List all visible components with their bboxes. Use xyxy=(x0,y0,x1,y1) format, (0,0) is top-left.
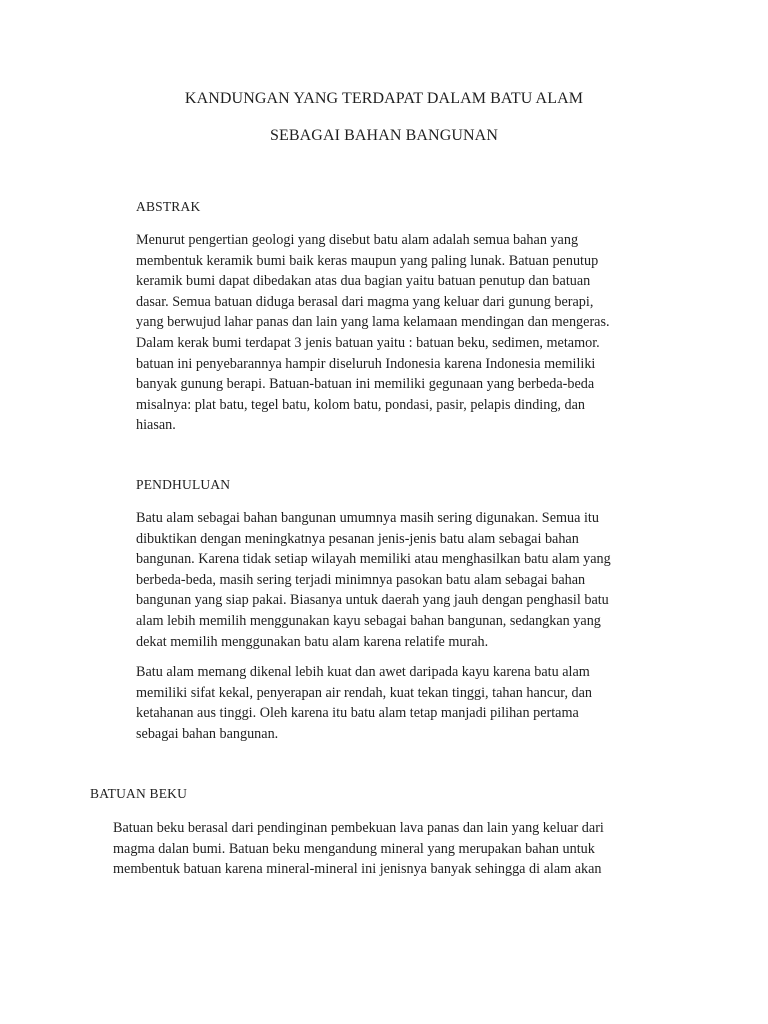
batuan-beku-paragraph xyxy=(113,818,683,880)
text-line: dibuktikan dengan meningkatnya pesanan jenis-jenis batu alam sebagai bahan xyxy=(136,530,579,547)
document-title-line-2: SEBAGAI BAHAN BANGUNAN xyxy=(270,127,498,144)
text-line: batuan ini penyebarannya hampir diseluruh Indonesia karena Indonesia memiliki xyxy=(136,355,596,372)
section-heading-pendahuluan: PENDHULUAN xyxy=(136,477,231,492)
text-line: Menurut pengertian geologi yang disebut batu alam adalah semua bahan yang xyxy=(136,232,579,248)
pendahuluan-paragraph-1 xyxy=(136,508,676,652)
text-line: memiliki sifat kekal, penyerapan air rendah, kuat tekan tinggi, tahan hancur, dan xyxy=(136,684,593,701)
text-line: bangunan. Karena tidak setiap wilayah memiliki atau menghasilkan batu alam yang xyxy=(136,551,611,568)
abstrak-paragraph xyxy=(136,230,676,436)
text-line: magma dalan bumi. Batuan beku mengandung mineral yang merupakan bahan untuk xyxy=(113,840,595,857)
text-line: alam lebih memilih menggunakan kayu sebagai bahan bangunan, sedangkan yang xyxy=(136,612,601,629)
section-heading-abstrak: ABSTRAK xyxy=(136,199,201,214)
document-title-line-1: KANDUNGAN YANG TERDAPAT DALAM BATU ALAM xyxy=(184,90,584,107)
text-line: Dalam kerak bumi terdapat 3 jenis batuan yaitu : batuan beku, sedimen, metamor. xyxy=(136,334,600,351)
text-line: bangunan yang siap pakai. Biasanya untuk daerah yang jauh dengan penghasil batu xyxy=(136,592,609,609)
text-line: ketahanan aus tinggi. Oleh karena itu batu alam tetap manjadi pilihan pertama xyxy=(136,705,579,722)
text-line: yang berwujud lahar panas dan lain yang lama kelamaan mendingan dan mengeras. xyxy=(136,314,610,331)
text-line: membentuk batuan karena mineral-mineral ini jenisnya banyak sehingga di alam akan xyxy=(113,861,602,878)
text-line: membentuk keramik bumi baik keras maupun yang paling lunak. Batuan penutup xyxy=(136,252,599,269)
text-line: dekat memilih menggunakan batu alam karena relatife murah. xyxy=(136,633,489,650)
pendahuluan-paragraph-2 xyxy=(136,662,676,744)
text-line: Batu alam sebagai bahan bangunan umumnya masih sering digunakan. Semua itu xyxy=(136,510,599,526)
text-line: Batu alam memang dikenal lebih kuat dan awet daripada kayu karena batu alam xyxy=(136,664,590,680)
text-line: hiasan. xyxy=(136,417,176,434)
text-line: Batuan beku berasal dari pendinginan pembekuan lava panas dan lain yang keluar dari xyxy=(113,820,604,836)
text-line: berbeda-beda, masih sering terjadi minimnya pasokan batu alam sebagai bahan xyxy=(136,571,586,588)
text-line: misalnya: plat batu, tegel batu, kolom batu, pondasi, pasir, pelapis dinding, dan xyxy=(136,396,586,413)
section-heading-batuan-beku: BATUAN BEKU xyxy=(90,786,188,801)
text-line: dasar. Semua batuan diduga berasal dari magma yang keluar dari gunung berapi, xyxy=(136,293,594,310)
text-line: keramik bumi dapat dibedakan atas dua bagian yaitu batuan penutup dan batuan xyxy=(136,273,591,290)
text-line: banyak gunung berapi. Batuan-batuan ini memiliki gegunaan yang berbeda-beda xyxy=(136,376,595,393)
text-line: sebagai bahan bangunan. xyxy=(136,725,279,742)
